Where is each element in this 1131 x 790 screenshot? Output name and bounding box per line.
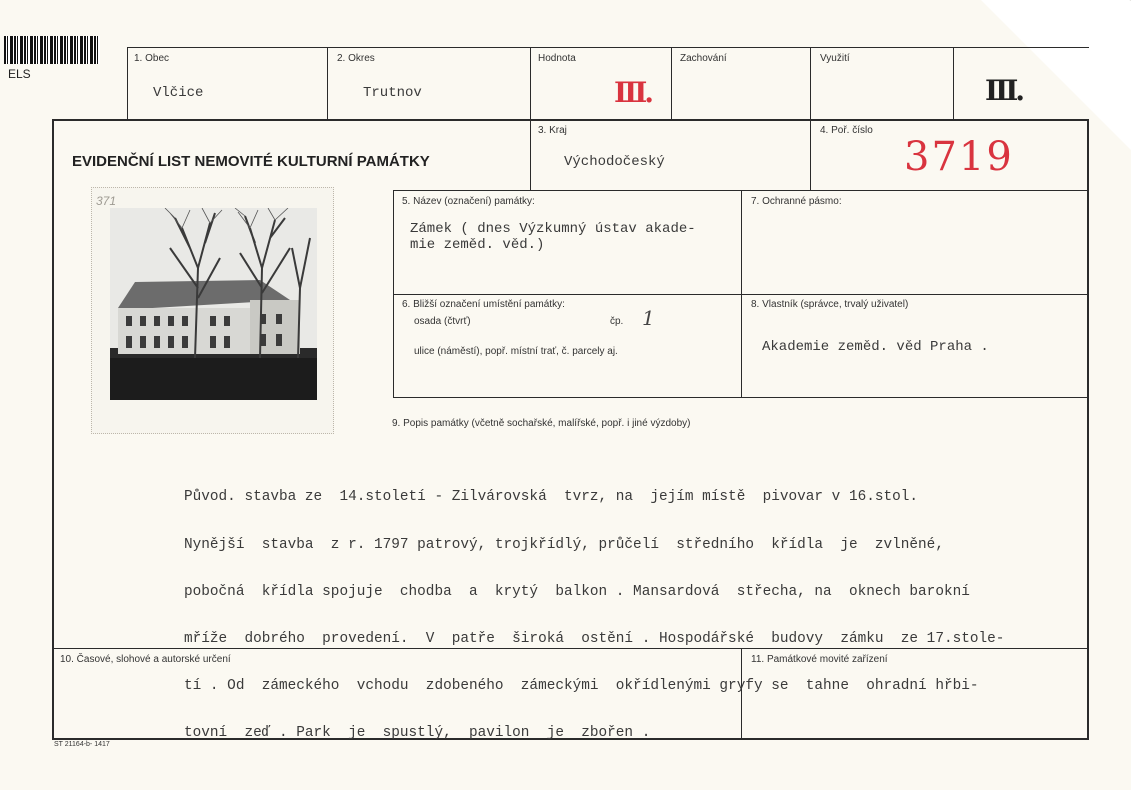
rule xyxy=(393,397,1088,398)
rule xyxy=(530,47,531,191)
popis-line: Nynější stavba z r. 1797 patrový, trojkřídlý, průčelí středního křídla je zvlněné, xyxy=(184,536,944,553)
barcode-label: ELS xyxy=(8,67,31,81)
okres-label: 2. Okres xyxy=(337,53,375,64)
rule xyxy=(393,294,1088,295)
obec-value: Vlčice xyxy=(153,85,204,101)
ochranne-pasmo-label: 7. Ochranné pásmo: xyxy=(751,196,842,207)
chateau-photo xyxy=(110,208,317,400)
movite-label: 11. Památkové movité zařízení xyxy=(751,654,888,665)
cp-label: čp. xyxy=(610,316,624,327)
rule xyxy=(127,47,128,121)
rule xyxy=(52,119,54,739)
zachovani-label: Zachování xyxy=(680,53,727,64)
rule xyxy=(127,47,1089,48)
rule xyxy=(953,47,954,121)
popis-line: tovní zeď . Park je spustlý, pavilon je zbořen . xyxy=(184,724,651,741)
popis-line: tí . Od zámeckého vchodu zdobeného zámeckými okřídlenými gryfy se tahne ohradní hřbi- xyxy=(184,677,979,694)
okres-value: Trutnov xyxy=(363,85,422,101)
ulice-label: ulice (náměstí), popř. místní trať, č. parcely aj. xyxy=(414,346,618,357)
osada-label: osada (čtvrť) xyxy=(414,316,471,327)
hodnota-value: III. xyxy=(614,76,652,109)
umisteni-label: 6. Bližší označení umístění památky: xyxy=(402,299,565,310)
nazev-value-line2: mie zeměd. věd.) xyxy=(410,237,545,253)
por-cislo-label: 4. Poř. číslo xyxy=(820,125,873,136)
kraj-value: Východočeský xyxy=(564,154,665,170)
vyuziti-label: Využití xyxy=(820,53,850,64)
corner-mark: III. xyxy=(985,74,1023,107)
obec-label: 1. Obec xyxy=(134,53,170,64)
popis-line: Původ. stavba ze 14.století - Zilvárovská tvrz, na jejím místě pivovar v 16.stol. xyxy=(184,489,919,506)
vlastnik-value: Akademie zeměd. věd Praha . xyxy=(762,339,989,355)
photo-corner-note: 371 xyxy=(96,194,117,208)
rule xyxy=(671,47,672,121)
casove-label: 10. Časové, slohové a autorské určení xyxy=(60,654,231,665)
barcode xyxy=(4,36,100,64)
popis-line: pobočná křídla spojuje chodba a krytý balkon . Mansardová střecha, na oknech barokní xyxy=(184,583,970,600)
rule xyxy=(52,119,1088,121)
form-title: EVIDENČNÍ LIST NEMOVITÉ KULTURNÍ PAMÁTKY xyxy=(72,153,430,170)
vlastnik-label: 8. Vlastník (správce, trvalý uživatel) xyxy=(751,299,909,310)
nazev-label: 5. Název (označení) památky: xyxy=(402,196,535,207)
form-code: ST 21164-b- 1417 xyxy=(54,741,110,748)
rule xyxy=(810,47,811,191)
popis-label: 9. Popis památky (včetně sochařské, malířské, popř. i jiné výzdoby) xyxy=(392,418,691,429)
cp-value: 1 xyxy=(642,306,655,330)
rule xyxy=(327,47,328,121)
popis-line: mříže dobrého provedení. V patře široká ostění . Hospodářské budovy zámku ze 17.stole- xyxy=(184,630,1005,647)
nazev-value-line1: Zámek ( dnes Výzkumný ústav akade- xyxy=(410,221,696,237)
kraj-label: 3. Kraj xyxy=(538,125,567,136)
rule xyxy=(1087,119,1089,739)
popis-text xyxy=(184,459,1064,773)
hodnota-label: Hodnota xyxy=(538,53,576,64)
por-cislo-value: 3719 xyxy=(904,134,1014,180)
